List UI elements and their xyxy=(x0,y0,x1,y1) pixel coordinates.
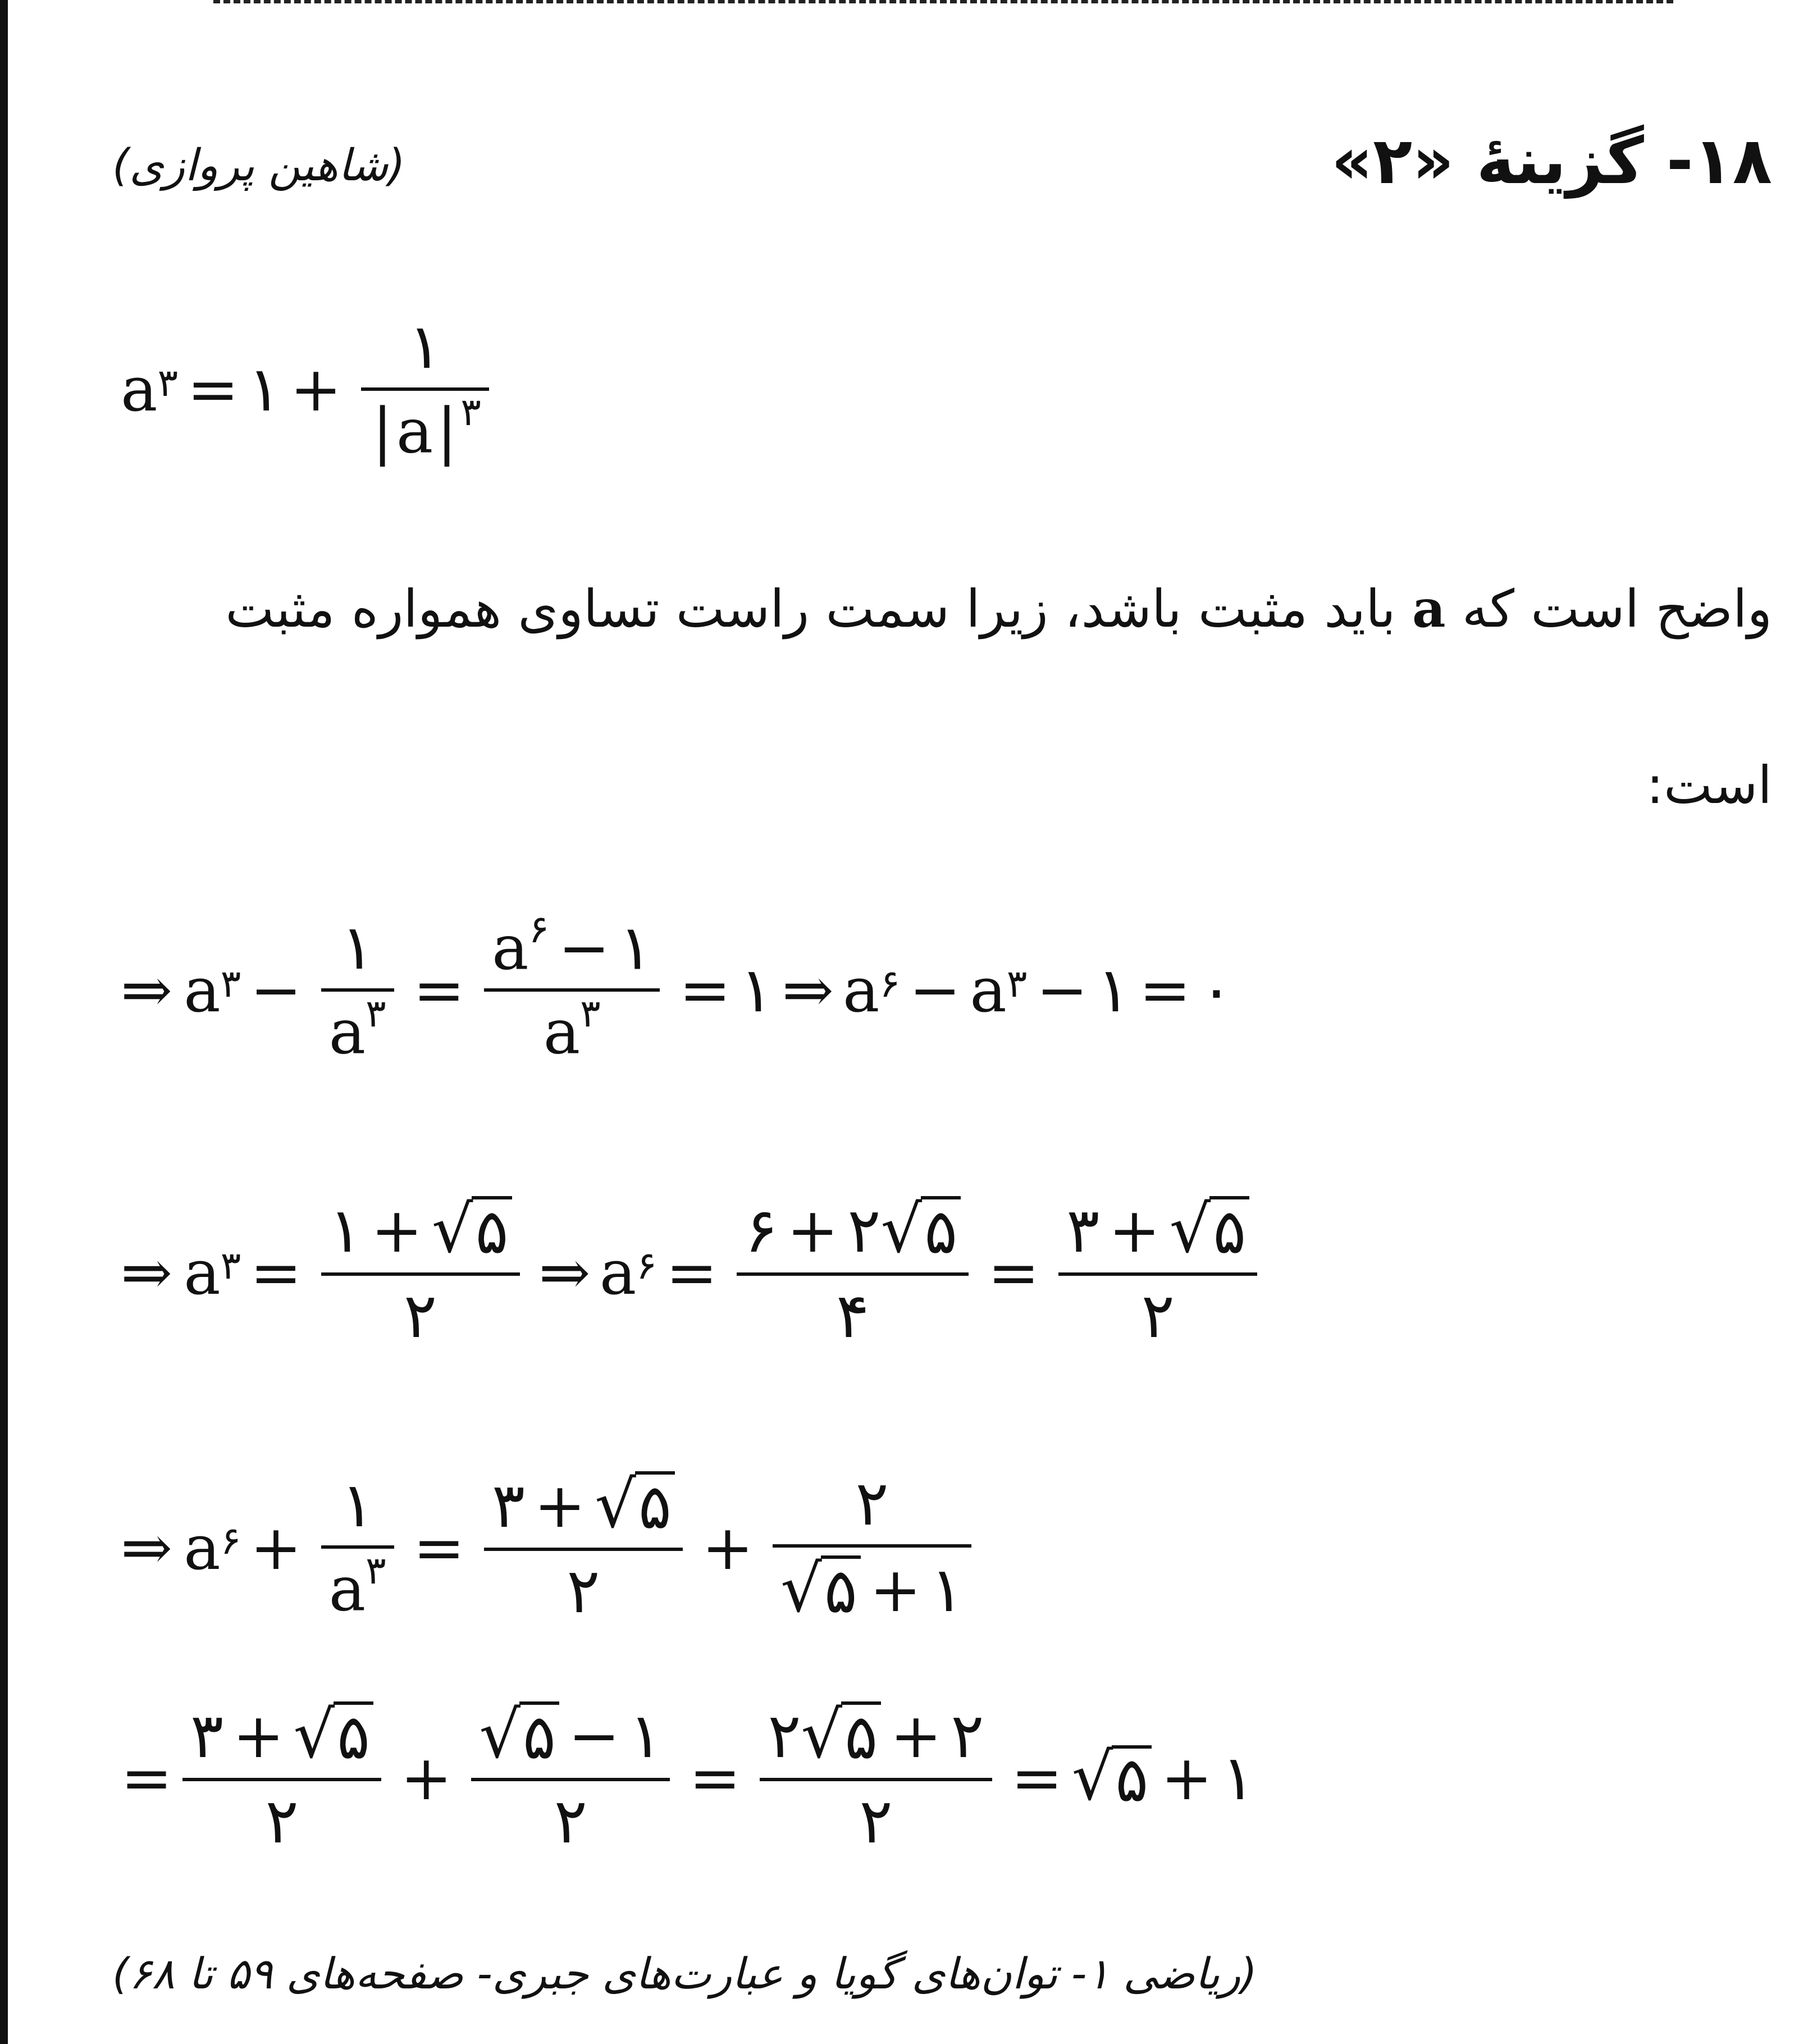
denominator: ۲ xyxy=(859,1785,893,1857)
equals: = xyxy=(121,1741,173,1814)
explanation-text-b: باید مثبت باشد، زیرا سمت راست تساوی همواره مثبت xyxy=(225,579,1413,639)
exp: ۳ xyxy=(1006,961,1028,1006)
implies-symbol: ⇒ xyxy=(782,954,834,1026)
minus: − xyxy=(250,954,302,1026)
top-dashed-separator xyxy=(213,0,1673,3)
denominator: ۲ xyxy=(404,1279,437,1352)
one: ۱ xyxy=(1221,1741,1255,1814)
fraction xyxy=(737,1192,969,1352)
derivation-line-3 xyxy=(121,1467,981,1627)
exp: ۶ xyxy=(528,907,550,952)
left-border-rule xyxy=(0,0,8,2044)
sqrt xyxy=(780,1551,861,1627)
abs-right: | xyxy=(436,395,458,467)
one: ۱ xyxy=(1097,954,1130,1026)
question-number-heading: ۱۸- گزینهٔ «۲» xyxy=(1331,124,1772,199)
numerator xyxy=(484,1467,683,1543)
plus: + xyxy=(232,1700,285,1772)
implies-symbol: ⇒ xyxy=(538,1236,591,1308)
equals: = xyxy=(679,954,731,1026)
var-a: a xyxy=(491,911,529,984)
plus: + xyxy=(371,1194,423,1267)
den-var: a xyxy=(396,395,433,467)
denominator: ۲ xyxy=(265,1785,299,1857)
fraction xyxy=(471,1698,670,1857)
exp: ۳ xyxy=(220,1244,241,1289)
radicand: ۵ xyxy=(841,1701,881,1770)
fraction-bar xyxy=(484,988,660,992)
derivation-line-4 xyxy=(121,1698,1255,1857)
fraction-bar xyxy=(484,1548,683,1551)
denominator: ۲ xyxy=(554,1785,587,1857)
sqrt xyxy=(595,1467,675,1543)
eq-fraction xyxy=(361,311,489,467)
exp: ۶ xyxy=(220,1519,241,1564)
sqrt xyxy=(1071,1740,1152,1815)
exp: ۶ xyxy=(879,961,901,1006)
numerator xyxy=(471,1698,670,1773)
var-a: a xyxy=(599,1236,637,1308)
equation-intro xyxy=(121,311,499,467)
radicand: ۵ xyxy=(472,1196,512,1265)
explanation-line-1 xyxy=(225,578,1772,639)
sqrt xyxy=(1169,1192,1250,1268)
equals: = xyxy=(1139,954,1191,1026)
root-sign: √ xyxy=(479,1698,521,1773)
sqrt xyxy=(431,1192,512,1268)
plus: + xyxy=(534,1470,586,1542)
plus: + xyxy=(701,1511,754,1584)
den-exp: ۳ xyxy=(460,390,481,435)
fraction xyxy=(484,907,660,1068)
implies-symbol: ⇒ xyxy=(121,1236,173,1308)
numerator xyxy=(182,1698,381,1773)
plus: + xyxy=(890,1700,942,1772)
minus: − xyxy=(1036,954,1088,1026)
derivation-line-2 xyxy=(121,1192,1267,1352)
radicand: ۵ xyxy=(821,1555,861,1624)
exp: ۳ xyxy=(580,991,601,1036)
radicand: ۵ xyxy=(1112,1745,1152,1810)
derivation-line-1 xyxy=(121,907,1234,1068)
var-a: a xyxy=(543,996,581,1068)
var-a: a xyxy=(184,954,221,1026)
numerator xyxy=(737,1192,969,1268)
eq-plus: + xyxy=(290,353,342,425)
radicand: ۵ xyxy=(519,1701,559,1770)
denominator xyxy=(536,991,609,1068)
fraction xyxy=(321,1468,394,1625)
minus: − xyxy=(909,954,961,1026)
sqrt xyxy=(479,1698,559,1773)
equals: = xyxy=(413,954,465,1026)
implies-symbol: ⇒ xyxy=(121,954,173,1026)
explanation-text-a: واضح است که xyxy=(1445,579,1772,639)
radicand: ۵ xyxy=(1209,1196,1249,1265)
var-a: a xyxy=(970,954,1007,1026)
exp: ۳ xyxy=(220,961,241,1006)
denominator: ۴ xyxy=(836,1279,870,1352)
denominator xyxy=(321,991,394,1068)
equals: = xyxy=(665,1236,718,1308)
fraction xyxy=(321,911,394,1068)
var-a: a xyxy=(842,954,880,1026)
fraction-bar xyxy=(321,988,394,992)
root-sign: √ xyxy=(595,1467,636,1543)
plus: + xyxy=(1108,1194,1161,1267)
fraction-bar xyxy=(1058,1272,1257,1276)
equals: = xyxy=(1011,1741,1063,1814)
fraction xyxy=(1058,1192,1257,1352)
fraction xyxy=(182,1698,381,1857)
one: ۱ xyxy=(739,954,773,1026)
fraction-bar xyxy=(760,1778,992,1781)
fraction-bar xyxy=(321,1272,520,1276)
three: ۳ xyxy=(491,1470,526,1542)
plus: + xyxy=(869,1553,921,1626)
eq-exp: ۳ xyxy=(157,361,179,405)
numerator: ۱ xyxy=(341,911,375,984)
root-sign: √ xyxy=(1169,1192,1211,1268)
fraction xyxy=(773,1467,971,1627)
denominator xyxy=(321,1548,394,1625)
one: ۱ xyxy=(619,911,652,984)
radicand: ۵ xyxy=(334,1701,373,1770)
var-a: a xyxy=(328,1553,366,1625)
eq-numerator: ۱ xyxy=(408,311,442,382)
minus: − xyxy=(558,911,610,984)
var-a: a xyxy=(184,1236,221,1308)
two: ۲ xyxy=(768,1700,801,1772)
numerator xyxy=(484,907,660,984)
sqrt xyxy=(293,1698,373,1773)
eq-one: ۱ xyxy=(248,353,281,425)
root-sign: √ xyxy=(293,1698,335,1773)
var-a: a xyxy=(184,1511,221,1584)
radicand: ۵ xyxy=(635,1471,675,1540)
denominator: ۲ xyxy=(567,1554,600,1627)
implies-symbol: ⇒ xyxy=(121,1511,173,1584)
root-sign: √ xyxy=(780,1551,822,1627)
var-a: a xyxy=(328,996,366,1068)
equals: = xyxy=(413,1511,465,1584)
denominator xyxy=(773,1551,971,1627)
bold-variable: a xyxy=(1412,578,1446,639)
three: ۳ xyxy=(190,1700,224,1772)
fraction xyxy=(321,1192,520,1352)
two: ۲ xyxy=(847,1194,881,1267)
fraction-bar xyxy=(737,1272,969,1276)
plus: + xyxy=(250,1511,302,1584)
source-reference: (ریاضی ۱- توان‌های گویا و عبارت‌های جبری- صفحه‌های ۵۹ تا ۶۸) xyxy=(112,1949,1257,1999)
root-sign: √ xyxy=(880,1192,923,1268)
eq-equals: = xyxy=(187,353,239,425)
equals: = xyxy=(250,1236,302,1308)
plus: + xyxy=(400,1741,453,1814)
denominator: ۲ xyxy=(1141,1279,1175,1352)
plus: + xyxy=(1161,1741,1213,1814)
eq-denominator xyxy=(361,390,489,467)
fraction-bar xyxy=(182,1778,381,1781)
six: ۶ xyxy=(745,1194,778,1267)
fraction xyxy=(760,1698,992,1857)
exp: ۶ xyxy=(636,1244,657,1289)
exp: ۳ xyxy=(366,1548,386,1593)
numerator xyxy=(1058,1192,1257,1268)
radicand: ۵ xyxy=(921,1196,961,1265)
numerator xyxy=(321,1192,520,1268)
exp: ۳ xyxy=(366,991,386,1036)
numerator xyxy=(760,1698,992,1773)
root-sign: √ xyxy=(1071,1740,1113,1815)
root-sign: √ xyxy=(801,1698,843,1773)
numerator: ۱ xyxy=(341,1468,375,1541)
three: ۳ xyxy=(1066,1194,1100,1267)
one: ۱ xyxy=(930,1553,964,1626)
plus: + xyxy=(787,1194,839,1267)
root-sign: √ xyxy=(431,1192,473,1268)
minus: − xyxy=(568,1700,620,1772)
eq-var-a: a xyxy=(121,353,158,425)
explanation-line-2: است: xyxy=(1646,755,1772,815)
sqrt xyxy=(801,1698,882,1773)
one: ۱ xyxy=(328,1194,362,1267)
one: ۱ xyxy=(629,1700,663,1772)
fraction-bar xyxy=(471,1778,670,1781)
equals: = xyxy=(988,1236,1040,1308)
equals: = xyxy=(689,1741,741,1814)
zero: ۰ xyxy=(1199,954,1234,1026)
fraction xyxy=(484,1467,683,1627)
numerator: ۲ xyxy=(855,1467,889,1539)
sqrt xyxy=(880,1192,961,1268)
two: ۲ xyxy=(951,1700,984,1772)
fraction-bar xyxy=(773,1544,971,1548)
abs-left: | xyxy=(372,395,393,467)
author-credit: (شاهین پروازی) xyxy=(112,140,405,191)
